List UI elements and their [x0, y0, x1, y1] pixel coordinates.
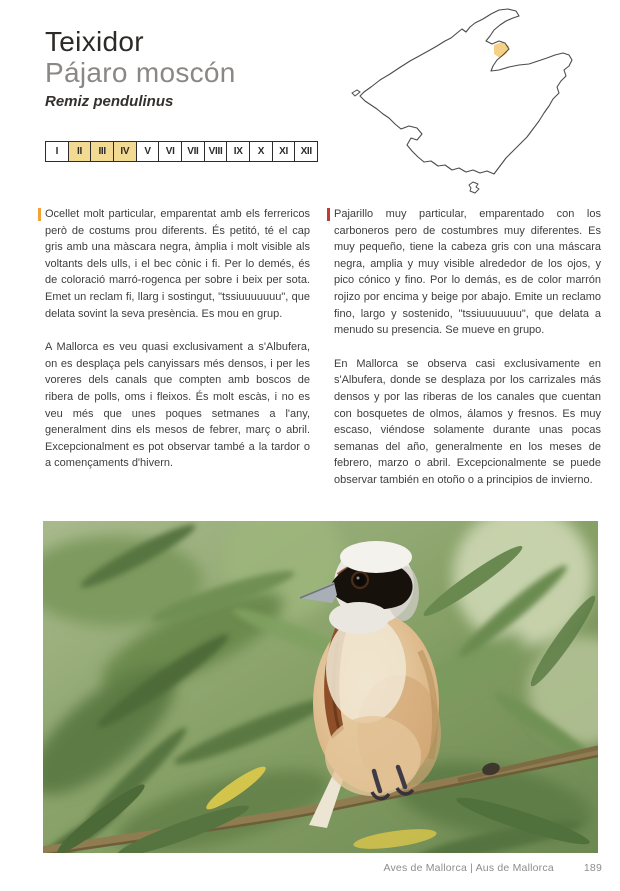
page-footer	[383, 862, 602, 874]
mallorca-distribution-map	[333, 8, 618, 206]
calendar-month-cell: I	[46, 142, 69, 161]
footer-page-number: 189	[583, 862, 602, 874]
scientific-name: Remiz pendulinus	[45, 93, 174, 110]
paragraph-catalan-2	[45, 339, 310, 472]
calendar-month-cell: XI	[273, 142, 296, 161]
paragraph-text: Ocellet molt particular, emparentat amb els ferrericos però de costums prou diferents. És petitó, té el cap gris amb una màscara negra, àmplia i molt visible als voltants dels ulls, i el bec cònic i fi. Per lo demés, és de coloració marró-rogenca per sobre i beix per sota. Emet un reclam fi, llarg i sostingut, "tssiuuuuuuu", que delata sovint la seva presència. Es mou en grup.	[45, 208, 310, 320]
calendar-month-cell: III	[91, 142, 114, 161]
cabrera-islet	[469, 182, 479, 193]
paragraph-spanish-1	[334, 206, 601, 339]
bird-photo	[43, 521, 598, 853]
calendar-bar	[45, 141, 318, 162]
calendar-month-cell: XII	[300, 146, 312, 157]
dragonera-islet	[352, 90, 360, 96]
accent-tick-spanish	[327, 208, 330, 221]
calendar-month-cell: VIII	[205, 142, 228, 161]
bird-crown	[340, 541, 412, 573]
bird-cheek	[329, 602, 389, 634]
calendar-month-cell: VII	[182, 142, 205, 161]
text-column-catalan	[45, 206, 310, 489]
mallorca-outline	[360, 9, 572, 174]
paragraph-catalan-1	[45, 206, 310, 322]
paragraph-spanish-2	[334, 356, 601, 489]
calendar-month-cell: II	[69, 142, 92, 161]
calendar-month-cell: VI	[159, 142, 182, 161]
calendar-month-cell: IX	[227, 142, 250, 161]
species-title-catalan: Teixidor	[45, 26, 144, 57]
calendar-month-cell: X	[250, 142, 273, 161]
mallorca-map-svg	[333, 8, 618, 206]
calendar-month-cell: V	[137, 142, 160, 161]
text-column-spanish	[334, 206, 601, 506]
bird-photo-svg	[43, 521, 598, 853]
calendar-month-cell: IV	[114, 142, 137, 161]
species-header	[45, 26, 236, 110]
paragraph-text: A Mallorca es veu quasi exclusivament a s'Albufera, on es desplaça pels canyissars més densos, i per les voreres dels canals que compten amb boscos de ribera de polls, oms i fleixos. És molt escàs, i no es veu més que unes poques setmanes a l'any, generalment dins els mesos de febrer, març o abril. Excepcionalment es pot observar també a la tardor o a començaments d'hivern.	[45, 341, 310, 470]
species-title-spanish: Pájaro moscón	[45, 57, 236, 88]
footer-book-title: Aves de Mallorca | Aus de Mallorca	[383, 862, 554, 874]
bird-eye	[355, 575, 366, 586]
paragraph-text: Pajarillo muy particular, emparentado con los carboneros pero de costumbres muy diferentes. Es muy pequeño, tiene la cabeza gris con una máscara negra, amplia y muy visible alrededor de los ojos, y pico cónico y fino. Por lo demás, es de color marrón rojizo por encima y beige por abajo. Emite un reclamo fino, largo y sostenido, "tssiuuuuuuu", que delata a menudo su presencia. Se mueve en grupo.	[334, 208, 601, 337]
accent-tick-catalan	[38, 208, 41, 221]
paragraph-text: En Mallorca se observa casi exclusivamente en s'Albufera, donde se desplaza por los carrizales más densos y por las riberas de los canales que cuentan con bosquetes de olmos, álamos y fresnos. Es muy escaso, viéndose solamente durante unas pocas semanas del año, generalmente en los meses de febrero, marzo o abril. Excepcionalmente se puede observar también en otoño o a principios de invierno.	[334, 357, 601, 486]
